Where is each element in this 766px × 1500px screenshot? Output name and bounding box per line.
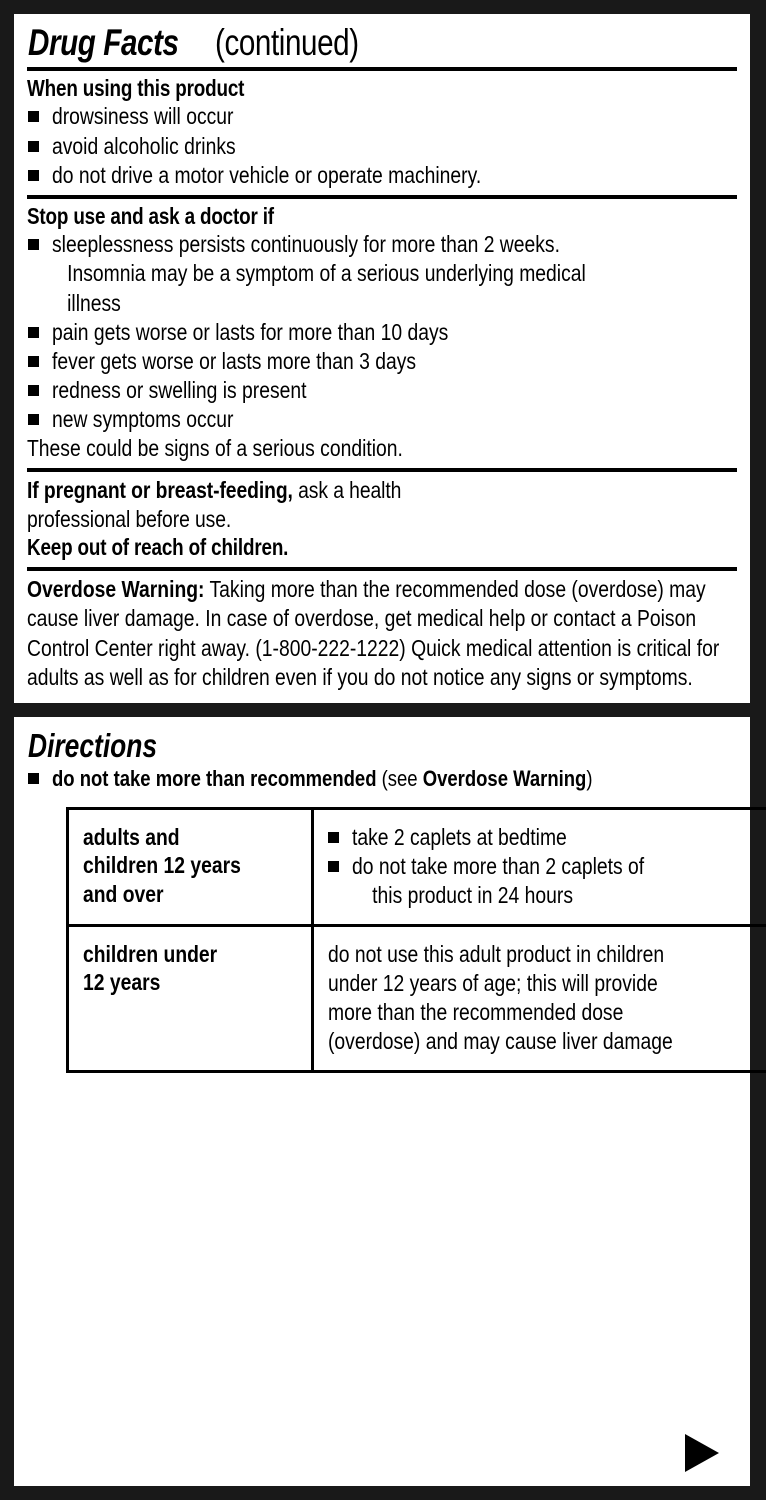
- dose-instruction-paragraph: [328, 940, 766, 1056]
- when-using-bullet-list: [27, 102, 737, 189]
- age-line: adults and: [83, 823, 180, 850]
- list-item: [328, 852, 766, 910]
- overdose-warning: [27, 575, 737, 693]
- bullet-square-icon: [28, 773, 39, 784]
- bullet-square-icon: [28, 356, 39, 367]
- table-row: [68, 925, 766, 1071]
- list-item-text: pain gets worse or lasts for more than 10 days: [52, 318, 449, 345]
- list-item-continuation-line-1: Insomnia may be a symptom of a serious underlying medical: [67, 260, 586, 287]
- keep-out-of-reach-warning: Keep out of reach of children.: [27, 534, 289, 561]
- divider-rule-stop-use: [27, 195, 737, 199]
- stop-use-closing-text: These could be signs of a serious condition.: [27, 434, 403, 461]
- directions-note-reference: Overdose Warning: [422, 766, 587, 792]
- bullet-square-icon: [28, 170, 39, 181]
- continuation-arrow-icon: [685, 1434, 719, 1472]
- list-item: [27, 230, 737, 317]
- continuation-arrow-row: [27, 1073, 737, 1480]
- divider-rule-top: [27, 67, 737, 71]
- list-item-text: drowsiness will occur: [52, 103, 234, 130]
- list-item-text: take 2 caplets at bedtime: [352, 823, 567, 850]
- bullet-square-icon: [28, 111, 39, 122]
- list-item-text: redness or swelling is present: [52, 376, 307, 403]
- stop-use-bullet-list: [27, 230, 737, 434]
- list-item-text: avoid alcoholic drinks: [52, 132, 236, 159]
- list-item: [27, 347, 737, 376]
- directions-heading: Directions: [28, 726, 158, 764]
- list-item-line: sleeplessness persists continuously for more than 2 weeks.: [52, 231, 560, 258]
- list-item-text: [52, 230, 737, 317]
- list-item: [27, 161, 737, 190]
- bullet-square-icon: [28, 239, 39, 250]
- list-item-text: new symptoms occur: [52, 405, 234, 432]
- table-cell-instructions: [313, 808, 766, 925]
- instruction-line: under 12 years of age; this will provide: [328, 969, 658, 996]
- drug-facts-title-bold: Drug Facts: [28, 22, 179, 63]
- list-item-text: do not drive a motor vehicle or operate machinery.: [52, 161, 482, 188]
- instruction-line: more than the recommended dose: [328, 998, 624, 1025]
- bullet-square-icon: [28, 385, 39, 396]
- pregnancy-rest-line2: professional before use.: [27, 506, 232, 533]
- list-item: [328, 823, 766, 852]
- bullet-square-icon: [328, 832, 339, 843]
- overdose-body-text: Taking more than the recommended dose (overdose) may cause liver damage. In case of overdose, get medical help or contact a Poison Control Center right away. (1-800-222-1222) Quick medical attention is critical for adults as well as for children even if you do not notice any signs or symptoms.: [27, 575, 720, 691]
- bullet-square-icon: [328, 861, 339, 872]
- drug-facts-title-continued: (continued): [215, 22, 359, 63]
- list-item-continuation-line: this product in 24 hours: [372, 881, 573, 908]
- list-item: [27, 102, 737, 131]
- directions-note-bold: do not take more than recommended: [52, 766, 377, 792]
- list-item-continuation-line-2: illness: [67, 289, 121, 316]
- pregnancy-rest-line1: ask a health: [292, 477, 402, 504]
- bullet-square-icon: [28, 327, 39, 338]
- list-item: [27, 318, 737, 347]
- table-cell-age-group: [68, 925, 313, 1071]
- instruction-line: (overdose) and may cause liver damage: [328, 1027, 673, 1054]
- table-row: [68, 808, 766, 925]
- age-line: children under: [83, 940, 218, 967]
- pregnancy-warning: [27, 476, 737, 534]
- divider-rule-pregnancy: [27, 468, 737, 472]
- directions-note-paren-open: (see: [376, 766, 423, 792]
- instruction-line: do not use this adult product in children: [328, 940, 665, 967]
- dose-instruction-list: [328, 823, 766, 910]
- list-item: [27, 132, 737, 161]
- bullet-square-icon: [28, 141, 39, 152]
- dosage-table: [66, 807, 766, 1073]
- directions-overdose-note: [27, 765, 737, 793]
- age-line: and over: [83, 881, 164, 908]
- section-heading-when-using: When using this product: [27, 74, 245, 101]
- page-title: [28, 24, 737, 63]
- list-item-text: fever gets worse or lasts more than 3 days: [52, 347, 417, 374]
- directions-panel: [14, 717, 750, 1486]
- drug-facts-panel: [14, 14, 750, 703]
- pregnancy-bold-lead: If pregnant or breast-feeding,: [27, 477, 293, 504]
- list-item: [27, 405, 737, 434]
- age-line: 12 years: [83, 969, 161, 996]
- list-item-text: [352, 852, 766, 910]
- list-item: [27, 376, 737, 405]
- list-item-line: do not take more than 2 caplets of: [352, 852, 645, 879]
- section-heading-stop-use: Stop use and ask a doctor if: [27, 202, 274, 229]
- table-cell-age-group: [68, 808, 313, 925]
- divider-rule-overdose: [27, 567, 737, 571]
- table-cell-instructions: [313, 925, 766, 1071]
- overdose-bold-lead: Overdose Warning:: [27, 575, 205, 602]
- bullet-square-icon: [28, 414, 39, 425]
- age-line: children 12 years: [83, 852, 241, 879]
- directions-note-paren-close: ): [586, 766, 593, 792]
